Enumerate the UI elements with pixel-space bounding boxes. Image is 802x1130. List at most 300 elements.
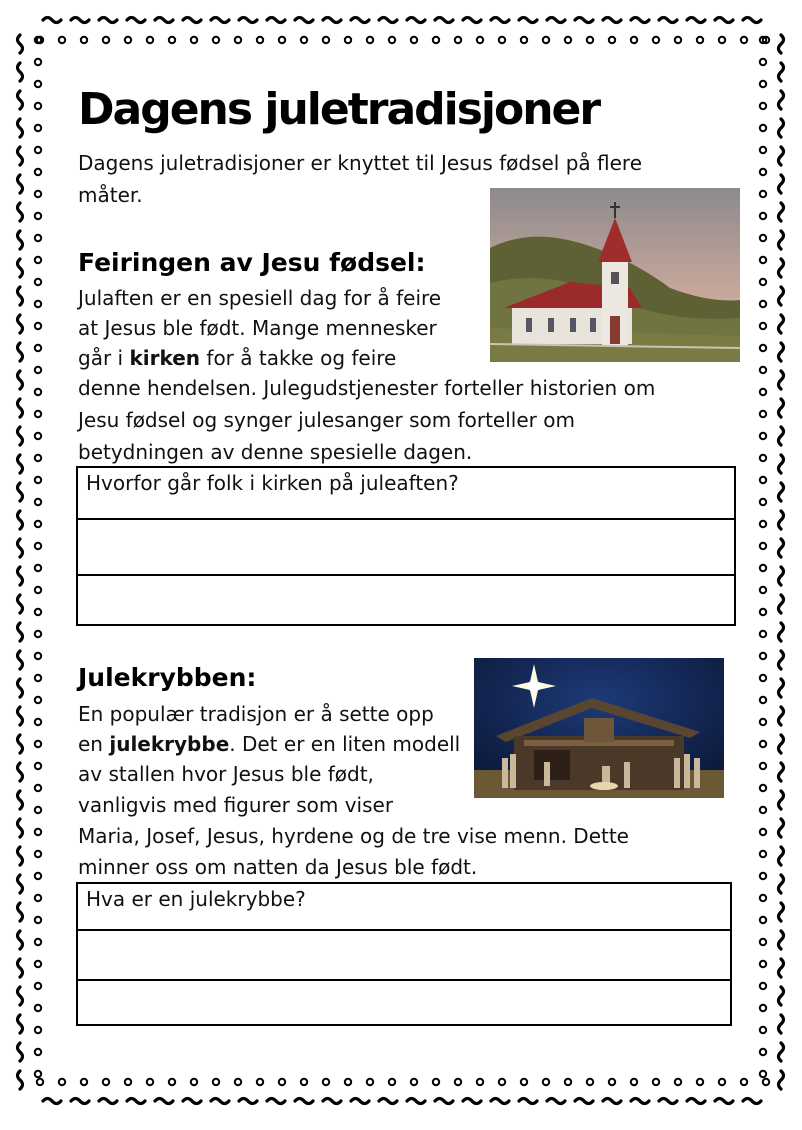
border-ornament [18, 847, 23, 865]
border-ornament [389, 37, 395, 43]
border-ornament [35, 477, 41, 483]
section-1-line-6: betydningen av denne spesielle dagen. [78, 440, 473, 464]
border-ornament [323, 1099, 341, 1104]
border-ornament [779, 567, 784, 585]
border-ornament [760, 81, 766, 87]
border-ornament [18, 203, 23, 221]
border-ornament [191, 37, 197, 43]
border-ornament [239, 18, 257, 23]
border-ornament [18, 343, 23, 361]
border-ornament [81, 37, 87, 43]
border-ornament [351, 18, 369, 23]
border-ornament [127, 18, 145, 23]
border-ornament [183, 18, 201, 23]
border-ornament [257, 37, 263, 43]
border-ornament [697, 37, 703, 43]
border-ornament [295, 18, 313, 23]
border-ornament [18, 623, 23, 641]
border-ornament [779, 959, 784, 977]
border-ornament [760, 213, 766, 219]
border-ornament [35, 829, 41, 835]
border-ornament [267, 1099, 285, 1104]
border-ornament [760, 675, 766, 681]
border-ornament [455, 37, 461, 43]
border-ornament [18, 91, 23, 109]
border-ornament [18, 679, 23, 697]
border-ornament [239, 1099, 257, 1104]
border-ornament [279, 37, 285, 43]
border-ornament [779, 819, 784, 837]
border-ornament [779, 231, 784, 249]
border-ornament [35, 499, 41, 505]
section-1-line-1: Julaften er en spesiell dag for å feire [78, 286, 442, 310]
border-ornament [183, 1099, 201, 1104]
border-ornament [779, 623, 784, 641]
border-ornament [35, 213, 41, 219]
church-photo [490, 188, 740, 362]
border-ornament [760, 279, 766, 285]
border-ornament [35, 719, 41, 725]
border-ornament [779, 147, 784, 165]
border-ornament [653, 37, 659, 43]
border-ornament [18, 763, 23, 781]
border-ornament [760, 741, 766, 747]
border-ornament [18, 231, 23, 249]
border-ornament [125, 37, 131, 43]
border-ornament [779, 791, 784, 809]
border-ornament [779, 399, 784, 417]
border-ornament [779, 651, 784, 669]
border-ornament [59, 1079, 65, 1085]
border-ornament [147, 37, 153, 43]
border-ornament [435, 18, 453, 23]
border-ornament [18, 175, 23, 193]
border-ornament [35, 301, 41, 307]
border-ornament [760, 609, 766, 615]
border-ornament [779, 1043, 784, 1061]
border-ornament [519, 18, 537, 23]
border-ornament [760, 851, 766, 857]
border-ornament [779, 1071, 784, 1089]
border-ornament [565, 37, 571, 43]
border-ornament [760, 917, 766, 923]
border-ornament [99, 1099, 117, 1104]
question-2: Hva er en julekrybbe? [86, 887, 306, 911]
border-ornament [103, 1079, 109, 1085]
border-ornament [543, 1079, 549, 1085]
border-ornament [760, 433, 766, 439]
border-ornament [211, 18, 229, 23]
border-ornament [18, 903, 23, 921]
border-ornament [18, 1015, 23, 1033]
border-ornament [499, 1079, 505, 1085]
border-ornament [433, 1079, 439, 1085]
border-ornament [760, 543, 766, 549]
border-ornament [687, 1099, 705, 1104]
border-ornament [760, 191, 766, 197]
border-ornament [35, 345, 41, 351]
border-ornament [760, 719, 766, 725]
answer-line[interactable] [78, 576, 734, 624]
border-ornament [411, 37, 417, 43]
border-ornament [565, 1079, 571, 1085]
border-ornament [35, 1071, 41, 1077]
border-ornament [389, 1079, 395, 1085]
border-ornament [35, 939, 41, 945]
border-ornament [18, 651, 23, 669]
border-ornament [609, 37, 615, 43]
border-ornament [779, 987, 784, 1005]
border-ornament [71, 18, 89, 23]
border-ornament [257, 1079, 263, 1085]
border-ornament [631, 1079, 637, 1085]
border-ornament [760, 235, 766, 241]
border-ornament [37, 1079, 43, 1085]
border-ornament [169, 1079, 175, 1085]
border-ornament [779, 343, 784, 361]
border-ornament [760, 653, 766, 659]
border-ornament [59, 37, 65, 43]
border-ornament [760, 587, 766, 593]
border-ornament [18, 875, 23, 893]
border-ornament [35, 741, 41, 747]
border-ornament [779, 763, 784, 781]
border-ornament [18, 931, 23, 949]
border-ornament [491, 1099, 509, 1104]
border-ornament [587, 37, 593, 43]
border-ornament [35, 455, 41, 461]
border-ornament [18, 147, 23, 165]
border-ornament [631, 1099, 649, 1104]
border-ornament [779, 315, 784, 333]
border-ornament [463, 18, 481, 23]
border-ornament [18, 35, 23, 53]
border-ornament [35, 521, 41, 527]
border-ornament [35, 565, 41, 571]
border-ornament [323, 1079, 329, 1085]
border-ornament [760, 1071, 766, 1077]
nativity-scene-photo [474, 658, 724, 798]
border-ornament [18, 287, 23, 305]
border-ornament [35, 191, 41, 197]
border-ornament [18, 483, 23, 501]
border-ornament [18, 399, 23, 417]
border-ornament [147, 1079, 153, 1085]
border-ornament [603, 18, 621, 23]
border-ornament [760, 345, 766, 351]
border-ornament [760, 1005, 766, 1011]
section-2-line-4: vanligvis med figurer som viser [78, 793, 394, 817]
border-ornament [760, 477, 766, 483]
section-2-line-5: Maria, Josef, Jesus, hyrdene og de tre vise menn. Dette [78, 824, 629, 848]
border-ornament [779, 1015, 784, 1033]
border-ornament [213, 1079, 219, 1085]
section-2-line-6: minner oss om natten da Jesus ble født. [78, 855, 478, 879]
border-ornament [760, 257, 766, 263]
border-ornament [43, 1099, 61, 1104]
border-ornament [575, 18, 593, 23]
border-ornament [191, 1079, 197, 1085]
border-ornament [35, 81, 41, 87]
border-ornament [521, 37, 527, 43]
border-ornament [760, 763, 766, 769]
border-ornament [653, 1079, 659, 1085]
border-ornament [345, 37, 351, 43]
border-ornament [18, 959, 23, 977]
border-ornament [779, 539, 784, 557]
border-ornament [631, 37, 637, 43]
border-ornament [760, 983, 766, 989]
border-ornament [743, 18, 761, 23]
border-ornament [760, 103, 766, 109]
border-ornament [18, 707, 23, 725]
border-ornament [715, 1099, 733, 1104]
border-ornament [477, 1079, 483, 1085]
border-ornament [760, 1049, 766, 1055]
border-ornament [18, 63, 23, 81]
border-ornament [18, 595, 23, 613]
border-ornament [43, 18, 61, 23]
border-ornament [301, 1079, 307, 1085]
border-ornament [99, 18, 117, 23]
border-ornament [779, 735, 784, 753]
border-ornament [279, 1079, 285, 1085]
border-ornament [779, 931, 784, 949]
border-ornament [491, 18, 509, 23]
border-ornament [35, 103, 41, 109]
border-ornament [18, 1043, 23, 1061]
border-ornament [477, 37, 483, 43]
border-ornament [675, 37, 681, 43]
border-ornament [18, 819, 23, 837]
border-ornament [35, 631, 41, 637]
border-ornament [407, 18, 425, 23]
border-ornament [760, 829, 766, 835]
border-ornament [760, 499, 766, 505]
border-ornament [760, 697, 766, 703]
border-ornament [763, 1079, 769, 1085]
border-ornament [760, 59, 766, 65]
border-ornament [18, 1071, 23, 1089]
border-ornament [760, 125, 766, 131]
border-ornament [18, 567, 23, 585]
border-ornament [267, 18, 285, 23]
border-ornament [779, 371, 784, 389]
border-ornament [715, 18, 733, 23]
border-ornament [367, 37, 373, 43]
border-ornament [779, 63, 784, 81]
border-ornament [411, 1079, 417, 1085]
text-segment: går i [78, 346, 130, 370]
border-ornament [543, 37, 549, 43]
border-ornament [155, 1099, 173, 1104]
section-1-line-4: denne hendelsen. Julegudstjenester forteller historien om [78, 376, 656, 400]
border-ornament [779, 903, 784, 921]
border-ornament [779, 847, 784, 865]
border-ornament [18, 791, 23, 809]
border-ornament [35, 807, 41, 813]
border-ornament [779, 427, 784, 445]
border-ornament [379, 1099, 397, 1104]
border-ornament [659, 18, 677, 23]
border-ornament [760, 147, 766, 153]
question-1: Hvorfor går folk i kirken på juleaften? [86, 471, 459, 495]
border-ornament [301, 37, 307, 43]
answer-line[interactable] [78, 931, 730, 981]
border-ornament [463, 1099, 481, 1104]
border-ornament [779, 287, 784, 305]
border-ornament [155, 18, 173, 23]
border-ornament [779, 259, 784, 277]
border-ornament [35, 235, 41, 241]
border-ornament [35, 851, 41, 857]
border-ornament [213, 37, 219, 43]
section-2-line-3: av stallen hvor Jesus ble født, [78, 762, 374, 786]
page-title: Dagens juletradisjoner [78, 84, 600, 135]
border-ornament [433, 37, 439, 43]
border-ornament [779, 175, 784, 193]
question-row [78, 884, 730, 931]
border-ornament [35, 873, 41, 879]
border-ornament [211, 1099, 229, 1104]
border-ornament [345, 1079, 351, 1085]
border-ornament [779, 91, 784, 109]
section-2-heading: Julekrybben: [78, 663, 257, 692]
border-ornament [351, 1099, 369, 1104]
border-ornament [35, 433, 41, 439]
border-ornament [587, 1079, 593, 1085]
border-ornament [35, 697, 41, 703]
border-ornament [455, 1079, 461, 1085]
border-ornament [35, 587, 41, 593]
border-ornament [760, 785, 766, 791]
border-ornament [127, 1099, 145, 1104]
border-ornament [779, 875, 784, 893]
border-ornament [35, 37, 41, 43]
border-ornament [659, 1099, 677, 1104]
border-ornament [125, 1079, 131, 1085]
border-ornament [697, 1079, 703, 1085]
border-ornament [367, 1079, 373, 1085]
border-ornament [760, 367, 766, 373]
border-ornament [18, 371, 23, 389]
section-2-line-2 [78, 729, 460, 760]
border-ornament [35, 323, 41, 329]
border-ornament [743, 1099, 761, 1104]
section-1-line-5: Jesu fødsel og synger julesanger som forteller om [78, 408, 575, 432]
border-ornament [18, 119, 23, 137]
border-ornament [35, 389, 41, 395]
border-ornament [35, 895, 41, 901]
answer-line[interactable] [78, 981, 730, 1024]
border-ornament [323, 18, 341, 23]
section-1-line-3 [78, 343, 396, 374]
border-ornament [435, 1099, 453, 1104]
border-ornament [603, 1099, 621, 1104]
border-ornament [760, 169, 766, 175]
border-ornament [71, 1099, 89, 1104]
border-ornament [35, 961, 41, 967]
border-ornament [35, 147, 41, 153]
border-ornament [719, 37, 725, 43]
border-ornament [499, 37, 505, 43]
section-2-line-1: En populær tradisjon er å sette opp [78, 702, 434, 726]
border-ornament [35, 169, 41, 175]
border-ornament [407, 1099, 425, 1104]
border-ornament [760, 939, 766, 945]
border-ornament [547, 1099, 565, 1104]
border-ornament [675, 1079, 681, 1085]
answer-box-1 [76, 466, 736, 626]
border-ornament [35, 675, 41, 681]
border-ornament [35, 785, 41, 791]
border-ornament [687, 18, 705, 23]
border-ornament [35, 653, 41, 659]
border-ornament [779, 203, 784, 221]
border-ornament [779, 707, 784, 725]
border-ornament [35, 609, 41, 615]
border-ornament [760, 873, 766, 879]
border-ornament [547, 18, 565, 23]
border-ornament [18, 735, 23, 753]
answer-line[interactable] [78, 520, 734, 576]
text-segment: for å takke og feire [200, 346, 397, 370]
border-ornament [760, 631, 766, 637]
answer-box-2 [76, 882, 732, 1026]
intro-line-1: Dagens juletradisjoner er knyttet til Jesus fødsel på flere [78, 151, 643, 175]
border-ornament [521, 1079, 527, 1085]
border-ornament [779, 455, 784, 473]
border-ornament [35, 917, 41, 923]
question-row [78, 468, 734, 520]
text-segment: en [78, 732, 110, 756]
border-ornament [760, 411, 766, 417]
border-ornament [81, 1079, 87, 1085]
border-ornament [235, 37, 241, 43]
border-ornament [760, 301, 766, 307]
border-ornament [760, 323, 766, 329]
section-1-heading: Feiringen av Jesu fødsel: [78, 248, 426, 277]
border-ornament [323, 37, 329, 43]
border-ornament [235, 1079, 241, 1085]
border-ornament [379, 18, 397, 23]
border-ornament [779, 35, 784, 53]
border-ornament [18, 455, 23, 473]
border-ornament [719, 1079, 725, 1085]
border-ornament [779, 679, 784, 697]
border-ornament [779, 595, 784, 613]
border-ornament [779, 511, 784, 529]
border-ornament [519, 1099, 537, 1104]
border-ornament [760, 565, 766, 571]
border-ornament [741, 1079, 747, 1085]
bold-term-kirken: kirken [129, 346, 201, 370]
border-ornament [779, 483, 784, 501]
border-ornament [18, 511, 23, 529]
border-ornament [760, 961, 766, 967]
border-ornament [760, 521, 766, 527]
border-ornament [631, 18, 649, 23]
border-ornament [35, 411, 41, 417]
intro-line-2: måter. [78, 183, 143, 207]
bold-term-julekrybbe: julekrybbe [109, 732, 230, 756]
border-ornament [760, 807, 766, 813]
border-ornament [35, 367, 41, 373]
border-ornament [35, 257, 41, 263]
border-ornament [760, 389, 766, 395]
border-ornament [103, 37, 109, 43]
border-ornament [35, 125, 41, 131]
